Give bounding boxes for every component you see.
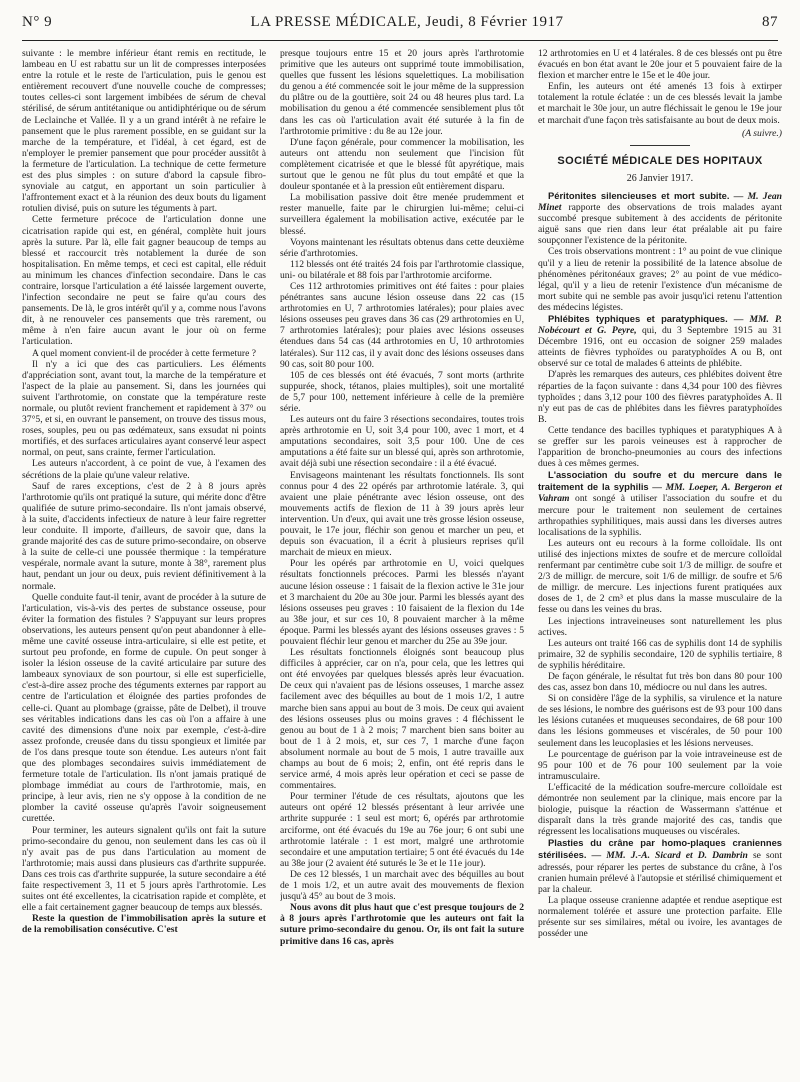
journal-title: LA PRESSE MÉDICALE, Jeudi, 8 Février 1917	[250, 14, 564, 30]
report-title: Péritonites silencieuses et mort subite.	[548, 189, 730, 201]
paragraph: Les auteurs ont traité 166 cas de syphilis dont 14 de syphilis primaire, 32 de syphilis secondaire, 120 de syphilis tertiaire, 8 de syphilis héréditaire.	[538, 637, 782, 671]
report-authors: — MM. P. Nobécourt et G. Peyre,	[538, 313, 782, 337]
report-peritonites	[538, 190, 782, 246]
paragraph: Pour les opérés par arthrotomie en U, voici quelques résultats fonctionnels précoces. Parmi les blessés n'ayant aucune lésion osseuse : 1 faisait de la flexion active le 31e jour et 3 marchaient du 20e au 30e jour. Parmi les blessés ayant des lésions osseuses peu graves : 10 faisaient de la flexion du 14e au 38e jour, et sur ces 10, 8 pouvaient marcher à la même époque. Parmi les blessés ayant des lésions osseuses graves : 5 pouvaient fléchir leur genou et marcher du 25e au 39e jour.	[280, 558, 524, 647]
paragraph: Quelle conduite faut-il tenir, avant de procéder à la suture de l'articulation, vis-à-vis des pertes de substance osseuse, pour éviter la formation des fistules ? S'appuyant sur leurs propres observations, les auteurs pensent qu'on peut abandonner à elle-même une cavité osseuse intra-articulaire, si elle est petite, et surtout peu profonde, en forme de cupule. On peut songer à isoler la lésion osseuse de la cavité articulaire par suture des lambeaux synoviaux de son pourtour, si elle est superficielle, c'est-à-dire assez proche des téguments externes par rapport au centre de l'articulation et éloignée des parties profondes de celle-ci. Quant au plombage (graisse, pâte de Delbet), il trouve ses véritables indications dans les cas où l'on a affaire à une cavité des dimensions d'une noix par exemple, c'est-à-dire assez profonde, creusée dans du tissu spongieux et limitée par de l'os dans presque toute son étendue. Les auteurs n'ont fait que des plombages secondaires suivis immédiatement de fermeture totale de l'articulation. Ils n'ont jamais pratiqué de plombage immédiat au cours de l'arthrotomie, mais, en principe, à leur avis, rien ne s'y oppose à la condition de ne plomber la cavité osseuse qu'après l'avoir soigneusement curettée.	[22, 591, 266, 825]
issue-number: N° 9	[22, 14, 53, 30]
paragraph: Si on considère l'âge de la syphilis, sa virulence et la nature de ses lésions, le nombre des guérisons est de 93 pour 100 dans les lésions cutanées et muqueuses secondaires, de 68 pour 100 dans les lésions gommeuses et viscérales, de 50 pour 100 seulement dans les leucoplasies et les lésions nerveuses.	[538, 693, 782, 749]
paragraph: suivante : le membre inférieur étant remis en rectitude, le lambeau en U est rabattu sur un lit de compresses interposées entre la rotule et le reste de l'articulation, puis le genou est entièrement recouvert d'une nouvelle couche de compresses; toutes celles-ci sont largement imbibées de sérum de cheval stérilisé, de sérum antitétanique ou antidiphtérique ou de sérum de Leclainche et Vallée. Il y a un grand intérêt à ne refaire le pansement que le plus rarement possible, en se guidant sur la marche de la température, et l'idéal, à cet égard, est de n'employer le premier pansement que pour procéder aussitôt à la fermeture de l'articulation. La technique de cette fermeture est des plus simples : on suture d'abord la capsule fibro-synoviale au catgut, en apportant un soin particulier à l'affrontement exact et à la réunion des deux bouts du ligament rotulien divisé, puis on suture les téguments à part.	[22, 48, 266, 215]
paragraph: La plaque osseuse cranienne adaptée et rendue aseptique est normalement tolérée et assure une protection parfaite. Elle présente sur ses similaires, métal ou ivoire, les avantages de posséder une	[538, 894, 782, 940]
paragraph: Cette fermeture précoce de l'articulation donne une cicatrisation rapide qui est, en général, complète huit jours après la suture. Par là, elle fait gagner beaucoup de temps au blessé et raccourcit très notablement la durée de son hospitalisation. En même temps, et ceci est capital, elle réduit au minimum les chances d'infection secondaire. Dans le cas contraire, lorsque l'articulation a été laissée largement ouverte, l'infection secondaire ne peut se faire qu'au cours des pansements. De là, le gros intérêt qu'il y a, comme nous l'avons dit, à ne renouveler ces pansements que très rarement, ou même à n'en faire aucun avant le jour où on ferme l'articulation.	[22, 214, 266, 348]
report-phlebites	[538, 313, 782, 369]
paragraph: Les résultats fonctionnels éloignés sont beaucoup plus difficiles à apprécier, car on n'a, pour cela, que les lettres qui ont été envoyées par quelques blessés après leur évacuation. De ceux qui n'avaient pas de lésions osseuses, 1 marche assez facilement avec des béquilles au bout de 1 mois 1/2, 1 autre marche bien sans appui au bout de 3 mois. De ceux qui avaient des lésions osseuses plus ou moins graves : 4 fléchissent le genou au bout de 1 à 2 mois; 7 marchent bien sans boiter au bout de 1 à 2 mois, et, sur ces 7, 1 marche d'une façon absolument normale au bout de 5 mois, 1 autre travaille aux champs au bout de 6 mois; 2, enfin, ont été repris dans le service armé, 4 mois après leur opération et ceci se passe de commentaires.	[280, 647, 524, 792]
paragraph: Il n'y a ici que des cas particuliers. Les éléments d'appréciation sont, avant tout, la marche de la température et l'aspect de la plaie au pansement. Si, dans les journées qui suivent l'arthrotomie, on constate que la température reste normale, ou plutôt revient franchement et rapidement à 37° ou 37°5, et si, en ouvrant le pansement, on trouve des tissus mous, roses, souples, peu ou pas œdémateux, sans exsudat ni points mortifiés, et des surfaces articulaires ayant conservé leur aspect normal, on peut, sans crainte, fermer l'articulation.	[22, 358, 266, 459]
paragraph: Ces trois observations montrent : 1° au point de vue clinique qu'il y a lieu de retenir la possibilité de la latence absolue de phénomènes péritonéaux graves; 2° au point de vue médico-légal, qu'il y a lieu de retenir l'existence d'un mécanisme de mort subite qui ne semble pas avoir jusqu'ici retenu l'attention des médecins légistes.	[538, 246, 782, 313]
section-divider	[630, 145, 690, 146]
report-text: ont songé à utiliser l'association du soufre et du mercure pour le traitement non seulement de certaines arthropathies syphilitiques, mais aussi dans les diverses autres localisations de la syphilis.	[538, 493, 782, 538]
session-date: 26 Janvier 1917.	[626, 172, 694, 184]
paragraph: Pour terminer l'étude de ces résultats, ajoutons que les auteurs ont opéré 12 blessés présentant à leur arrivée une arthrite suppurée : 1 seul est mort; 6, opérés par arthrotomie arciforme, ont été évacués du 19e au 76e jour; 6 ont subi une arthrotomie latérale : 1 est mort, malgré une arthrotomie secondaire et une amputation tertiaire; 5 ont été évacués du 14e au 38e jour (2 avaient été suturés le 3e et le 11e jour).	[280, 791, 524, 869]
column-1	[22, 48, 266, 1072]
report-plasties-crane	[538, 837, 782, 894]
report-text: qui, du 3 Septembre 1915 au 31 Décembre 1916, ont eu occasion de soigner 259 malades atteints de fièvres typhoïdes ou paratyphoïdes A ou B, ont observé sur ce total de malades 6 atteints de phlébite.	[538, 325, 782, 370]
report-text: se sont adressés, pour réparer les pertes de substance du crâne, à l'os cranien humain prélevé à l'autopsie et stérilisé chimiquement et par la chaleur.	[538, 850, 782, 895]
paragraph: Ces 112 arthrotomies primitives ont été faites : pour plaies pénétrantes sans aucune lésion osseuse dans 22 cas (15 arthrotomies en U, 7 arthrotomies latérales); pour plaies avec lésions osseuses peu graves dans 36 cas (29 arthrotomies en U, 7 arthrotomies latérales); pour plaies avec lésions osseuses étendues dans 54 cas (44 arthrotomies en U, 10 arthrotomies latérales). Sur 112 cas, il y avait donc des lésions osseuses dans 90 cas, soit 80 pour 100.	[280, 280, 524, 370]
paragraph: Nous avons dit plus haut que c'est presque toujours de 2 à 8 jours après l'arthrotomie que les auteurs ont fait la suture primo-secondaire du genou. Or, ils ont fait la suture primitive dans 16 cas, après	[280, 902, 524, 947]
paragraph: De façon générale, le résultat fut très bon dans 80 pour 100 des cas, assez bon dans 10, médiocre ou nul dans les autres.	[538, 670, 782, 694]
paragraph: A quel moment convient-il de procéder à cette fermeture ?	[32, 347, 257, 359]
report-text: rapporte des observations de trois malades ayant succombé presque subitement à des accidents de péritonite aiguë sans que rien dans leur état préalable ait pu faire soupçonner l'existence de la péritonite.	[538, 202, 782, 247]
paragraph: Cette tendance des bacilles typhiques et paratyphiques A à se greffer sur les parois veineuses est à rapprocher de l'apparition de broncho-pneumonies au cours des infections dues à ces mêmes germes.	[538, 424, 782, 470]
report-authors: — MM. Loeper, A. Bergeron et Vahram	[538, 482, 782, 505]
page-number: 87	[762, 14, 778, 30]
paragraph: Le pourcentage de guérison par la voie intraveineuse est de 95 pour 100 et de 76 pour 100 seulement par la voie intramusculaire.	[538, 748, 782, 782]
paragraph: Sauf de rares exceptions, c'est de 2 à 8 jours après l'arthrotomie qu'ils ont pratiqué la suture, qui mérite donc d'être qualifiée de suture primo-secondaire. Ils n'ont jamais observé, à la suite, d'accidents infectieux de nature à leur faire regretter leur conduite. Il importe, d'ailleurs, de savoir que, dans la grande majorité des cas de suture primo-secondaire, on observe à la suite de celle-ci une poussée thermique : la température vespérale, normale avant la suture, monte à 38°, rarement plus haut, pendant un jour ou deux, puis revient définitivement à la normale.	[22, 480, 266, 592]
paragraph: De ces 12 blessés, 1 un marchait avec des béquilles au bout de 1 mois 1/2, et un autre avait des mouvements de flexion jusqu'à 45° au bout de 3 mois.	[280, 868, 524, 903]
report-title: Phlébites typhiques et paratyphiques.	[548, 312, 728, 324]
paragraph: D'une façon générale, pour commencer la mobilisation, les auteurs ont attendu non seulement que l'incision fût complètement cicatrisée et que le blessé fût apyrétique, mais surtout que le genou ne fût plus du tout empâté et que la douleur spontanée et à la pression eût entièrement disparu.	[280, 136, 524, 193]
column-2	[280, 48, 524, 1072]
column-3	[538, 48, 782, 1072]
paragraph: Reste la question de l'immobilisation après la suture et de la remobilisation consécutive. C'est	[22, 913, 266, 936]
report-soufre-mercure	[538, 469, 782, 538]
paragraph: 12 arthrotomies en U et 4 latérales. 8 de ces blessés ont pu être évacués en bon état avant le 20e jour et 5 pouvaient faire de la flexion et marcher entre le 15e et le 40e jour.	[538, 48, 782, 82]
report-title: L'association du soufre et du mercure dans le traitement de la syphilis	[538, 469, 782, 493]
paragraph: 105 de ces blessés ont été évacués, 7 sont morts (arthrite suppurée, shock, tétanos, plaies multiples), soit une mortalité de 5,7 pour 100, nettement inférieure à celle de la première série.	[280, 369, 524, 414]
paragraph: Envisageons maintenant les résultats fonctionnels. Ils sont connus pour 4 des 22 opérés par arthrotomie latérale. 3, qui avaient une plaie pénétrante avec lésion osseuse, ont des mouvements actifs de flexion de 11 à 39 jours après leur intervention. Un d'eux, qui avait une très grosse lésion osseuse, pouvait, le 17e jour, fléchir son genou et marcher un peu, et depuis son évacuation, il a écrit à plusieurs reprises qu'il marchait de mieux en mieux.	[280, 469, 524, 559]
paragraph: Les auteurs ont du faire 3 résections secondaires, toutes trois après arthrotomie en U, soit 3,4 pour 100, avec 1 mort, et 4 amputations secondaires, soit 3,5 pour 100. Une de ces amputations a été faite sur un blessé qui, après son arthrotomie, avait déjà subi une résection secondaire : il a été évacué.	[280, 414, 524, 470]
report-authors: — MM. J.-A. Sicard et D. Dambrin	[591, 850, 748, 862]
page-header	[22, 14, 778, 40]
header-rule	[22, 40, 778, 41]
paragraph: Pour terminer, les auteurs signalent qu'ils ont fait la suture primo-secondaire du genou, non seulement dans les cas où il n'y avait pas de pus dans l'articulation au moment de l'arthrotomie; mais aussi dans plusieurs cas d'arthrite suppurée. Dans ces trois cas d'arthrite suppurée, la suture secondaire a été faite respectivement 3, 11 et 5 jours après l'arthrotomie. Les suites ont été excellentes, la cicatrisation rapide et complète, et elle a fait certainement gagner beaucoup de temps aux blessés.	[22, 824, 266, 914]
report-authors: — M. Jean Minet	[538, 190, 782, 214]
paragraph: presque toujours entre 15 et 20 jours après l'arthrotomie primitive que les auteurs ont supprimé toute immobilisation, quelles que fussent les lésions squelettiques. La mobilisation du genou a été commencée soit le jour même de la suppression du plâtre ou de la gouttière, soit 24 ou 48 heures plus tard. La mobilisation du genou a été commencée sensiblement plus tôt dans les cas où l'articulation avait été suturée à la fin de l'arthrotomie primitive : du 8e au 12e jour.	[280, 48, 524, 137]
article-columns	[22, 48, 782, 1072]
paragraph: 112 blessés ont été traités 24 fois par l'arthrotomie classique, uni- ou bilatérale et 88 fois par l'arthrotomie arciforme.	[280, 258, 524, 281]
paragraph: Enfin, les auteurs ont été amenés 13 fois à extirper totalement la rotule éclatée : un de ces blessés levait la jambe et marchait le 30e jour, un autre fléchissait le genou le 19e jour et marchait d'une façon très satisfaisante au bout de deux mois.	[538, 81, 782, 126]
paragraph: Voyons maintenant les résultats obtenus dans cette deuxième série d'arthrotomies.	[280, 236, 524, 259]
paragraph: L'efficacité de la médication soufre-mercure colloïdale est démontrée non seulement par la clinique, mais encore par la biologie, puisque la réaction de Wassermann s'atténue et disparaît dans la très grande majorité des cas, tandis que régressent les localisations muqueuses ou viscérales.	[538, 781, 782, 838]
to-be-continued: (A suivre.)	[742, 127, 782, 139]
report-title: Plasties du crâne par homo-plaques craniennes stérilisées.	[538, 837, 782, 861]
paragraph: Les auteurs ont eu recours à la forme colloïdale. Ils ont utilisé des injections mixtes de soufre et de mercure colloïdal renfermant par centimètre cube soit 1/3 de milligr. de soufre et 2/3 de milligr. de mercure, soit 1/6 de milligr. de soufre et 5/6 de milligr. de mercure. Les injections furent pratiquées aux doses de 1, de 2 cm³ et plus dans la masse musculaire de la fesse ou dans les veines du bras.	[538, 537, 782, 616]
society-heading: SOCIÉTÉ MÉDICALE DES HOPITAUX	[557, 154, 763, 167]
paragraph: Les injections intraveineuses sont naturellement les plus actives.	[538, 615, 782, 638]
paragraph: La mobilisation passive doit être menée prudemment et rester manuelle, faite par le chirurgien lui-même; celui-ci surveillera également la mobilisation active, exécutée par le blessé.	[280, 192, 524, 237]
paragraph: Les auteurs n'accordent, à ce point de vue, à l'examen des sécrétions de la plaie qu'une valeur relative.	[22, 458, 266, 481]
paragraph: D'après les remarques des auteurs, ces phlébites doivent être réparties de la façon suivante : dans 4,34 pour 100 des fièvres typhoïdes ; dans 3,12 pour 100 des fièvres paratyphoïdes A. Il n'y eut pas de cas de phlébites dans les fièvres paratyphoïdes B.	[538, 369, 782, 425]
